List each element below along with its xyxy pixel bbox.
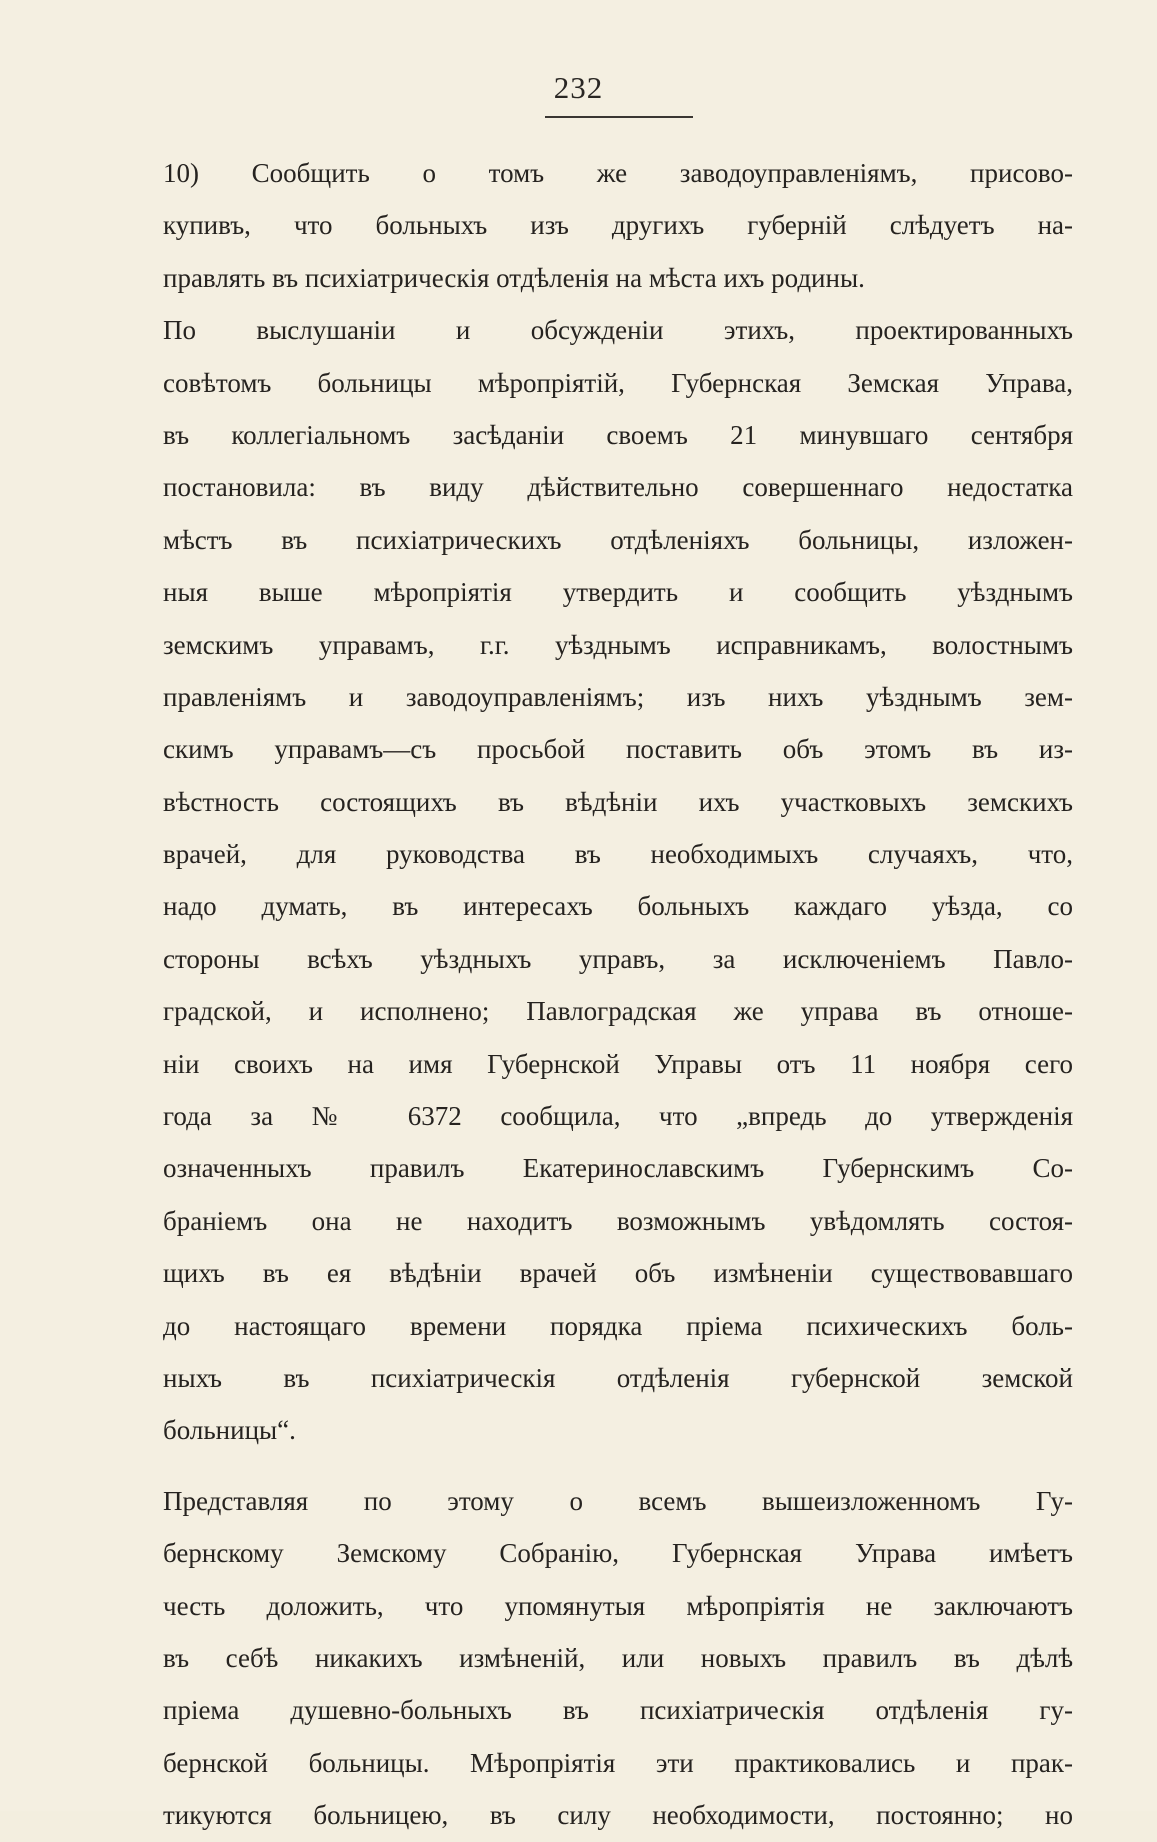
page-number: 232 bbox=[553, 70, 604, 105]
text-line: стороны всѣхъ уѣздныхъ управъ, за исключеніемъ Павло- bbox=[163, 943, 1073, 974]
text-line: правлять въ психіатрическія отдѣленія на мѣста ихъ родины. bbox=[163, 262, 865, 293]
text-line: бернскому Земскому Собранію, Губернская Управа имѣетъ bbox=[163, 1538, 1073, 1569]
text-line: ніи своихъ на имя Губернской Управы отъ 11 ноября сего bbox=[163, 1048, 1073, 1079]
paragraph-gap bbox=[163, 1457, 1073, 1475]
text-line: въ коллегіальномъ засѣданіи своемъ 21 минувшаго сентября bbox=[163, 419, 1073, 450]
text-line: врачей, для руководства въ необходимыхъ случаяхъ, что, bbox=[163, 839, 1073, 870]
text-line: постановила: въ виду дѣйствительно совершеннаго недостатка bbox=[163, 472, 1073, 503]
text-line: По выслушаніи и обсужденіи этихъ, проектированныхъ bbox=[163, 315, 1073, 346]
paragraph-3 bbox=[163, 1475, 1073, 1842]
text-line: Представляя по этому о всемъ вышеизложенномъ Гу- bbox=[163, 1485, 1073, 1516]
text-line: больницы“. bbox=[163, 1415, 296, 1446]
text-line: означенныхъ правилъ Екатеринославскимъ Губернскимъ Со- bbox=[163, 1153, 1073, 1184]
text-line: до настоящаго времени порядка пріема психическихъ боль- bbox=[163, 1310, 1073, 1341]
text-line: вѣстность состоящихъ въ вѣдѣніи ихъ участковыхъ земскихъ bbox=[163, 786, 1073, 817]
text-line: браніемъ она не находитъ возможнымъ увѣдомлять состоя- bbox=[163, 1205, 1073, 1236]
text-line: надо думать, въ интересахъ больныхъ каждаго уѣзда, со bbox=[163, 891, 1073, 922]
text-line: земскимъ управамъ, г.г. уѣзднымъ исправникамъ, волостнымъ bbox=[163, 629, 1073, 660]
text-line: ныхъ въ психіатрическія отдѣленія губернской земской bbox=[163, 1362, 1073, 1393]
text-line: тикуются больницею, въ силу необходимости, постоянно; но bbox=[163, 1800, 1073, 1831]
text-line: бернской больницы. Мѣропріятія эти практиковались и прак- bbox=[163, 1747, 1073, 1778]
text-line: года за № 6372 сообщила, что „впредь до утвержденія bbox=[163, 1101, 1073, 1132]
paragraph-1 bbox=[163, 147, 1073, 304]
page-number-rule bbox=[545, 116, 693, 118]
text-line: совѣтомъ больницы мѣропріятій, Губернская Земская Управа, bbox=[163, 367, 1073, 398]
text-line: мѣстъ въ психіатрическихъ отдѣленіяхъ больницы, изложен- bbox=[163, 524, 1073, 555]
text-line: купивъ, что больныхъ изъ другихъ губерній слѣдуетъ на- bbox=[163, 210, 1073, 241]
text-line: ныя выше мѣропріятія утвердить и сообщить уѣзднымъ bbox=[163, 577, 1073, 608]
text-line: скимъ управамъ—съ просьбой поставить объ этомъ въ из- bbox=[163, 734, 1073, 765]
text-line: правленіямъ и заводоуправленіямъ; изъ нихъ уѣзднымъ зем- bbox=[163, 681, 1073, 712]
text-line: честь доложить, что упомянутыя мѣропріятія не заключаютъ bbox=[163, 1590, 1073, 1621]
text-line: градской, и исполнено; Павлоградская же управа въ отноше- bbox=[163, 996, 1073, 1027]
body-text bbox=[163, 147, 1073, 1842]
text-line: щихъ въ ея вѣдѣніи врачей объ измѣненіи существовавшаго bbox=[163, 1258, 1073, 1289]
text-line: 10) Сообщить о томъ же заводоуправленіямъ, присово- bbox=[163, 158, 1073, 188]
text-line: въ себѣ никакихъ измѣненій, или новыхъ правилъ въ дѣлѣ bbox=[163, 1642, 1073, 1673]
text-line: пріема душевно-больныхъ въ психіатрическія отдѣленія гу- bbox=[163, 1695, 1073, 1726]
paragraph-2 bbox=[163, 304, 1073, 1457]
